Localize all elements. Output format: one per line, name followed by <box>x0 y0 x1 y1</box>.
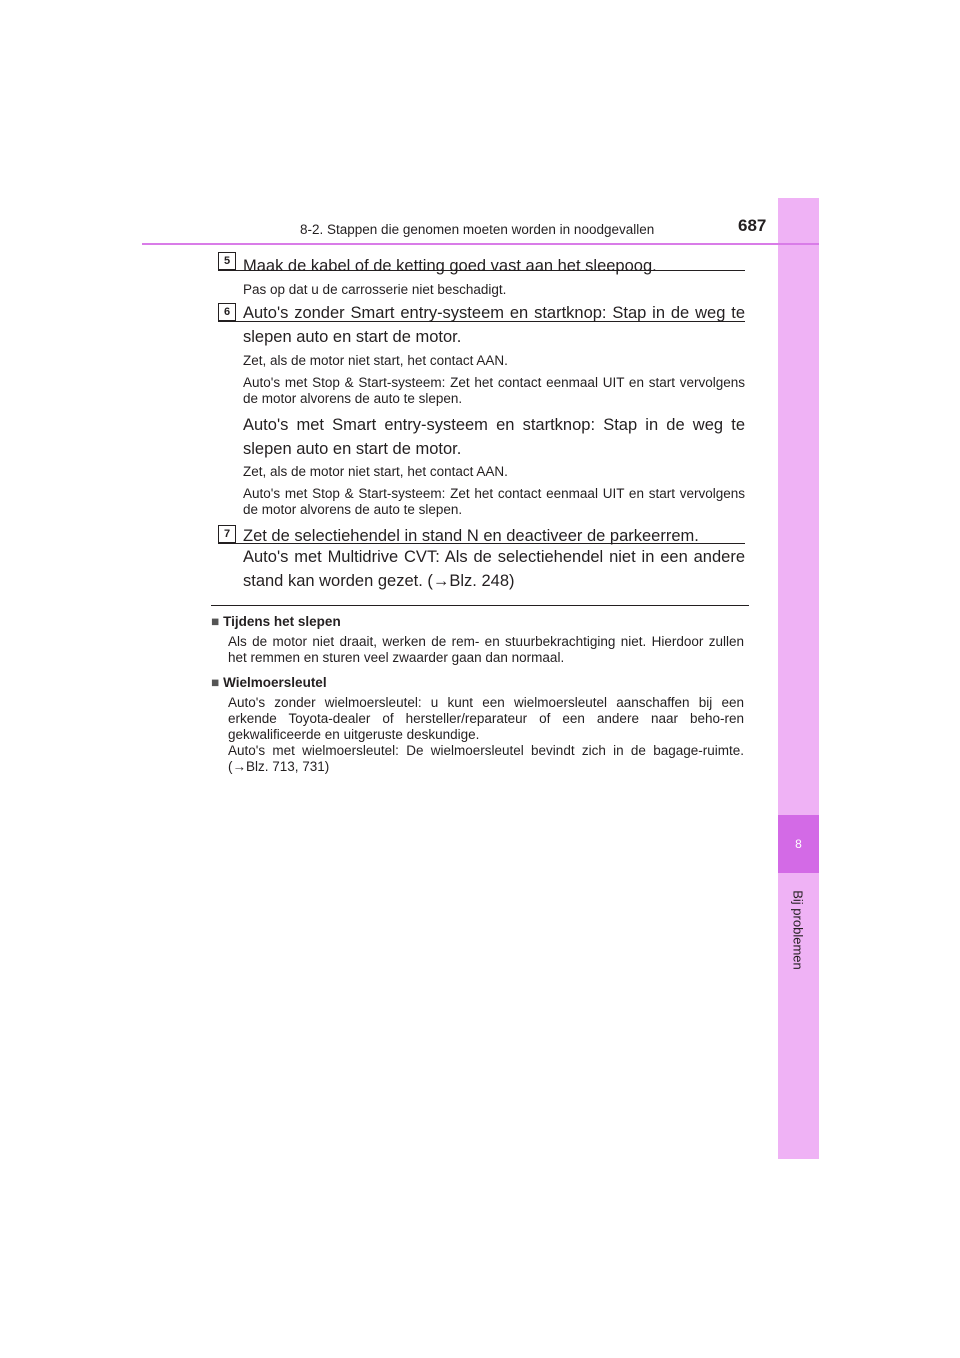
step-7-instruction-a: Zet de selectiehendel in stand N en deactiveer de parkeerrem. <box>243 527 699 545</box>
arrow-right-icon: → <box>432 572 450 590</box>
notes-separator <box>211 605 749 606</box>
note-paragraph: Auto's zonder wielmoersleutel: u kunt een wielmoersleutel aanschaffen bij een erkende Toyota-dealer of hersteller/reparateur of een andere naar beho-ren gekwalificeerde en uitgeruste deskundige. <box>228 695 744 742</box>
note-body-towing <box>228 634 744 666</box>
note-heading-text: Tijdens het slepen <box>223 614 341 629</box>
step-5-instruction: Maak de kabel of de ketting goed vast aan het sleepoog. <box>243 257 657 275</box>
square-bullet-icon: ■ <box>211 675 220 690</box>
note-heading-towing <box>211 614 341 630</box>
step-6-instruction-a: Auto's zonder Smart entry-systeem en startknop: Stap in de weg te slepen auto en start de motor. <box>243 304 745 346</box>
note-heading-wrench <box>211 675 327 691</box>
step-6-instruction-b: Auto's met Smart entry-systeem en startknop: Stap in de weg te slepen auto en start de motor. <box>243 416 745 458</box>
step-6-note-b1: Zet, als de motor niet start, het contact AAN. <box>243 464 508 479</box>
step-5-note: Pas op dat u de carrosserie niet beschadigt. <box>243 282 507 297</box>
note-paragraph: Als de motor niet draait, werken de rem- en stuurbekrachtiging niet. Hierdoor zullen het remmen en sturen veel zwaarder gaan dan normaal. <box>228 634 744 665</box>
step-6-note-a1: Zet, als de motor niet start, het contact AAN. <box>243 353 508 368</box>
page-reference-link[interactable]: Blz. 248) <box>449 572 515 590</box>
step-6-note-b2: Auto's met Stop & Start-systeem: Zet het contact eenmaal UIT en start vervolgens de motor alvorens de auto te slepen. <box>243 486 745 517</box>
page-reference-link[interactable]: Blz. 713, 731) <box>246 759 330 774</box>
step-number-5: 5 <box>218 252 236 270</box>
square-bullet-icon: ■ <box>211 614 220 629</box>
step-number-7: 7 <box>218 525 236 543</box>
step-6-note-a2: Auto's met Stop & Start-systeem: Zet het contact eenmaal UIT en start vervolgens de motor alvorens de auto te slepen. <box>243 375 745 406</box>
note-heading-text: Wielmoersleutel <box>223 675 327 690</box>
chapter-side-tab <box>778 198 819 1159</box>
step-7-instruction-b <box>243 545 745 593</box>
step-7-instruction-b-text: Auto's met Multidrive CVT: Als de selectiehendel niet in een andere stand kan worden gezet. ( <box>243 548 745 590</box>
header-rule <box>142 243 819 245</box>
arrow-right-icon: → <box>232 759 246 774</box>
chapter-number-box <box>778 815 819 873</box>
note-paragraph-2 <box>228 743 744 775</box>
chapter-label: Bij problemen <box>790 890 806 970</box>
chapter-number: 8 <box>795 837 802 851</box>
step-number-6: 6 <box>218 303 236 321</box>
note-paragraph-text: Auto's met wielmoersleutel: De wielmoersleutel bevindt zich in de bagage-ruimte. ( <box>228 743 744 774</box>
section-title: 8-2. Stappen die genomen moeten worden in noodgevallen <box>300 222 655 237</box>
page-number: 687 <box>738 216 767 235</box>
note-body-wrench <box>228 695 744 775</box>
